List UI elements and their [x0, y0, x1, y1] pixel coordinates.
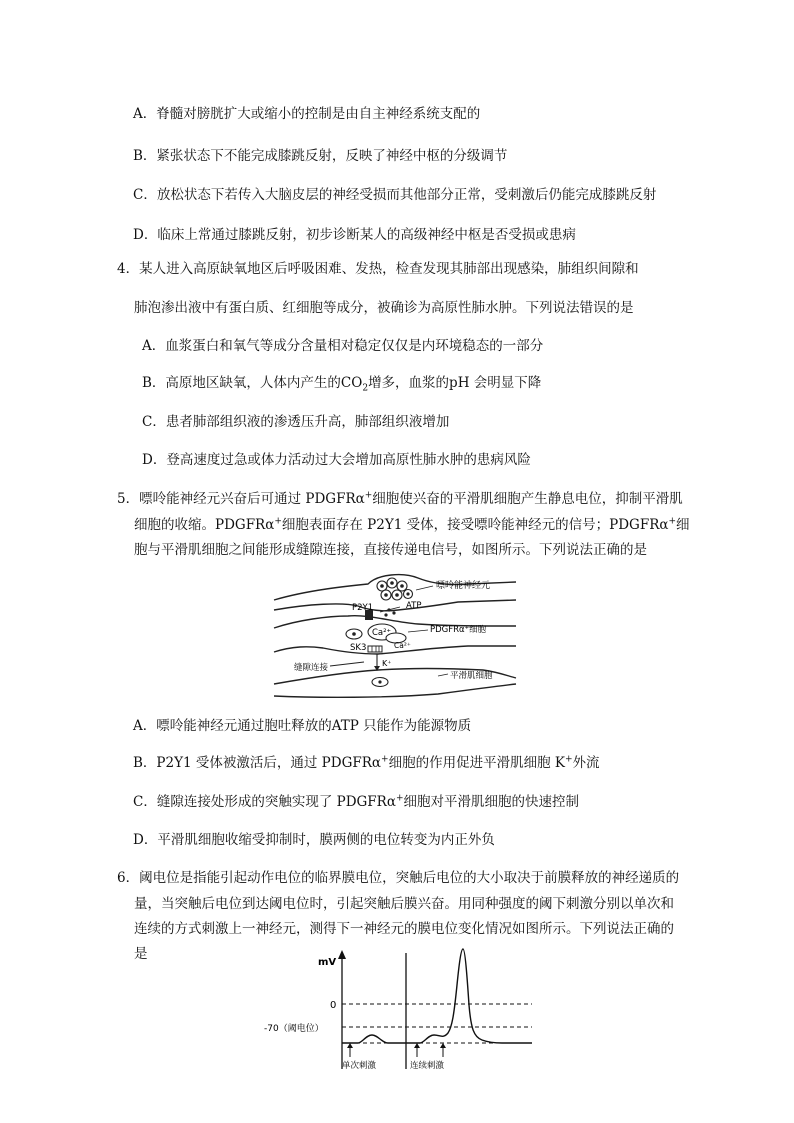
q5-stem2-mid: 细胞表面存在 P2Y1 受体，接受嘌呤能神经元的信号；PDGFRα [281, 517, 669, 533]
single-stim-arrow [347, 1043, 353, 1048]
q5-stem1-post: 细胞使兴奋的平滑肌细胞产生静息电位，抑制平滑肌 [372, 491, 683, 507]
q4-option-b-post: 增多，血浆的pH 会明显下降 [368, 375, 542, 391]
q5-stem1-pre: 5．嘌呤能神经元兴奋后可通过 PDGFRα [117, 491, 365, 507]
label-gap: 缝隙连接 [294, 663, 329, 673]
gap-pointer [330, 662, 364, 666]
label-neuron: 嘌呤能神经元 [436, 581, 491, 591]
smooth-cell-bottom [274, 684, 516, 697]
q5-option-b [133, 753, 600, 773]
q5-option-b-sup2: + [564, 754, 573, 765]
q5-stem-line2 [134, 515, 690, 535]
cont-stim-arrow-2 [440, 1043, 446, 1048]
neuron-membrane-bottom [274, 600, 516, 611]
q5-option-b-mid: 细胞的作用促进平滑肌细胞 K [388, 755, 565, 771]
q3-option-a: A．脊髓对膀胱扩大或缩小的控制是由自主神经系统支配的 [133, 106, 481, 122]
vesicles [377, 578, 413, 600]
label-pdgfr-cell: PDGFRα⁺细胞 [430, 625, 487, 635]
q5-stem2-sup2: + [668, 516, 677, 527]
q5-stem2-post: 细 [676, 517, 690, 533]
q6-stem-line2: 量，当突触后电位到达阈电位时，引起突触后膜兴奋。用同种强度的阈下刺激分别以单次和 [134, 896, 674, 912]
q5-option-c-pre: C．缝隙连接处形成的突触实现了 PDGFRα [133, 794, 396, 810]
q5-option-b-pre: B．P2Y1 受体被激活后，通过 PDGFRα [133, 755, 382, 771]
q5-option-c-sup: + [395, 793, 404, 804]
q5-stem-line1 [117, 489, 683, 509]
q5-option-c [133, 792, 579, 812]
cont-stim-arrow-1 [414, 1043, 420, 1048]
q6-potential-graph [262, 945, 542, 1075]
zero-label: 0 [330, 1000, 337, 1011]
q4-option-a: A．血浆蛋白和氧气等成分含量相对稳定仅仅是内环境稳态的一部分 [142, 338, 544, 354]
q5-option-d: D．平滑肌细胞收缩受抑制时，膜两侧的电位转变为内正外负 [133, 832, 495, 848]
q5-stem2-sup: + [274, 516, 282, 527]
threshold-label: -70（阈电位） [264, 1024, 324, 1034]
label-atp: ATP [406, 601, 422, 611]
q4-option-d: D．登高速度过急或体力活动过大会增加高原性肺水肿的患病风险 [142, 452, 531, 468]
q3-option-b: B．紧张状态下不能完成膝跳反射，反映了神经中枢的分级调节 [133, 148, 508, 164]
label-ca2: Ca²⁺ [394, 641, 411, 650]
q6-stem-line4: 是 [134, 946, 148, 962]
q6-stem-line3: 连续的方式刺激上一神经元，测得下一神经元的膜电位变化情况如图所示。下列说法正确的 [134, 921, 674, 937]
q5-stem2-pre: 细胞的收缩。PDGFRα [134, 517, 275, 533]
q4-option-b [142, 373, 541, 393]
label-smooth: 平滑肌细胞 [450, 671, 493, 681]
y-axis-arrow [338, 950, 346, 959]
q4-option-c: C．患者肺部组织液的渗透压升高，肺部组织液增加 [142, 414, 450, 430]
q5-option-b-sup: + [381, 754, 389, 765]
q4-stem-line1: 4．某人进入高原缺氧地区后呼吸困难、发热，检查发现其肺部出现感染，肺组织间隙和 [117, 261, 639, 277]
label-ca1: Ca²⁺ [372, 628, 392, 638]
q5-option-a: A．嘌呤能神经元通过胞吐释放的ATP 只能作为能源物质 [133, 718, 472, 734]
single-label: 单次刺激 [342, 1061, 377, 1071]
label-k: K⁺ [382, 659, 392, 668]
q5-option-b-post: 外流 [572, 755, 600, 771]
q3-option-d: D．临床上常通过膝跳反射，初步诊断某人的高级神经中枢是否受损或患病 [133, 227, 576, 243]
q5-stem-line3: 胞与平滑肌细胞之间能形成缝隙连接，直接传递电信号，如图所示。下列说法正确的是 [134, 542, 647, 558]
label-sk3: SK3 [350, 643, 367, 653]
q5-cell-diagram [268, 572, 518, 702]
q5-option-c-post: 细胞对平滑肌细胞的快速控制 [403, 794, 580, 810]
q4-option-b-pre: B．高原地区缺氧，人体内产生的CO [142, 375, 363, 391]
continuous-response-curve [406, 949, 532, 1043]
q4-option-b-sub: 2 [362, 383, 369, 394]
y-label: mV [318, 957, 337, 968]
label-p2y1: P2Y1 [352, 603, 374, 613]
q6-stem-line1: 6．阈电位是指能引起动作电位的临界膜电位，突触后电位的大小取决于前膜释放的神经递质的 [117, 870, 680, 886]
single-response-curve [342, 1035, 406, 1043]
q4-stem-line2: 肺泡渗出液中有蛋白质、红细胞等成分，被确诊为高原性肺水肿。下列说法错误的是 [134, 300, 634, 316]
q3-option-c: C．放松状态下若传入大脑皮层的神经受损而其他部分正常，受刺激后仍能完成膝跳反射 [133, 187, 657, 203]
continuous-label: 连续刺激 [410, 1061, 445, 1071]
q5-stem1-sup: + [364, 490, 373, 501]
sk3-channel [368, 646, 382, 652]
